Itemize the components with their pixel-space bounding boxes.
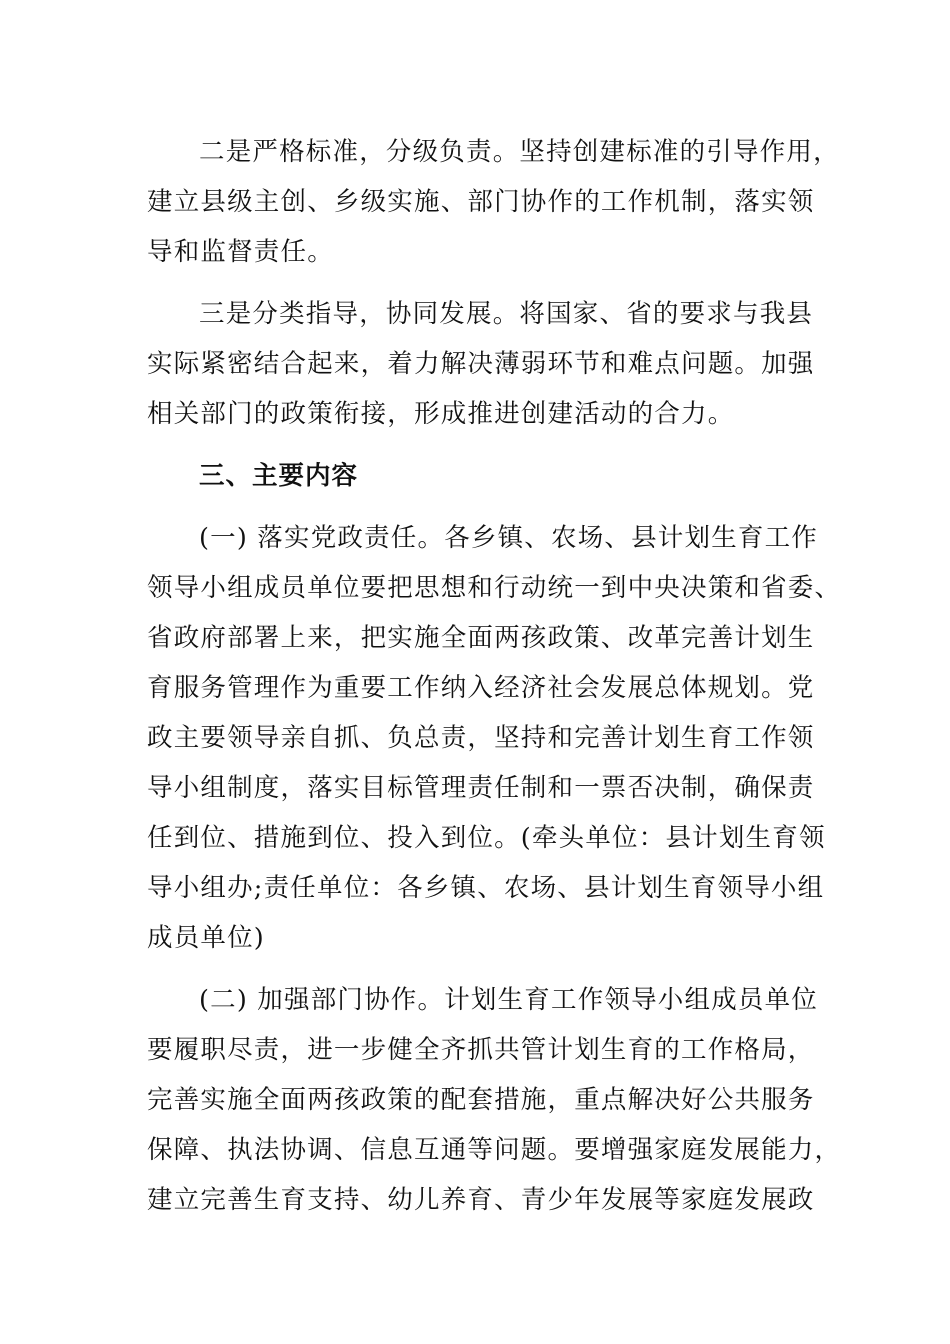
text-line: 相关部门的政策衔接，形成推进创建活动的合力。 — [147, 399, 735, 429]
text-line: 导和监督责任。 — [147, 237, 334, 267]
text-line: 省政府部署上来，把实施全面两孩政策、改革完善计划生 — [147, 623, 815, 653]
text-line: 领导小组成员单位要把思想和行动统一到中央决策和省委、 — [147, 573, 842, 603]
text-line: 导小组制度，落实目标管理责任制和一票否决制，确保责 — [147, 773, 815, 803]
text-line: (一) 落实党政责任。各乡镇、农场、县计划生育工作 — [199, 523, 819, 553]
text-line: 建立完善生育支持、幼儿养育、青少年发展等家庭发展政 — [147, 1185, 815, 1215]
text-line: 导小组办;责任单位：各乡镇、农场、县计划生育领导小组 — [147, 873, 825, 903]
paragraph-strict-standards — [147, 127, 840, 277]
text-line: 成员单位) — [147, 923, 265, 953]
text-line: 完善实施全面两孩政策的配套措施，重点解决好公共服务 — [147, 1085, 815, 1115]
paragraph-classified-guidance — [147, 289, 815, 439]
text-line: 要履职尽责，进一步健全齐抓共管计划生育的工作格局， — [147, 1035, 815, 1065]
text-line: 二是严格标准，分级负责。坚持创建标准的引导作用， — [199, 137, 840, 167]
document-body — [147, 127, 842, 1237]
text-line: 育服务管理作为重要工作纳入经济社会发展总体规划。党 — [147, 673, 815, 703]
text-line: 建立县级主创、乡级实施、部门协作的工作机制，落实领 — [147, 187, 815, 217]
text-line: 任到位、措施到位、投入到位。(牵头单位：县计划生育领 — [147, 823, 826, 853]
text-line: (二) 加强部门协作。计划生育工作领导小组成员单位 — [199, 985, 819, 1015]
text-line: 实际紧密结合起来，着力解决薄弱环节和难点问题。加强 — [147, 349, 815, 379]
section-heading-block — [147, 451, 807, 501]
text-line: 三是分类指导，协同发展。将国家、省的要求与我县 — [199, 299, 814, 329]
section-heading: 三、主要内容 — [199, 461, 359, 491]
paragraph-department-cooperation — [147, 975, 842, 1225]
paragraph-party-responsibility — [147, 513, 842, 963]
text-line: 政主要领导亲自抓、负总责，坚持和完善计划生育工作领 — [147, 723, 815, 753]
text-line: 保障、执法协调、信息互通等问题。要增强家庭发展能力， — [147, 1135, 842, 1165]
